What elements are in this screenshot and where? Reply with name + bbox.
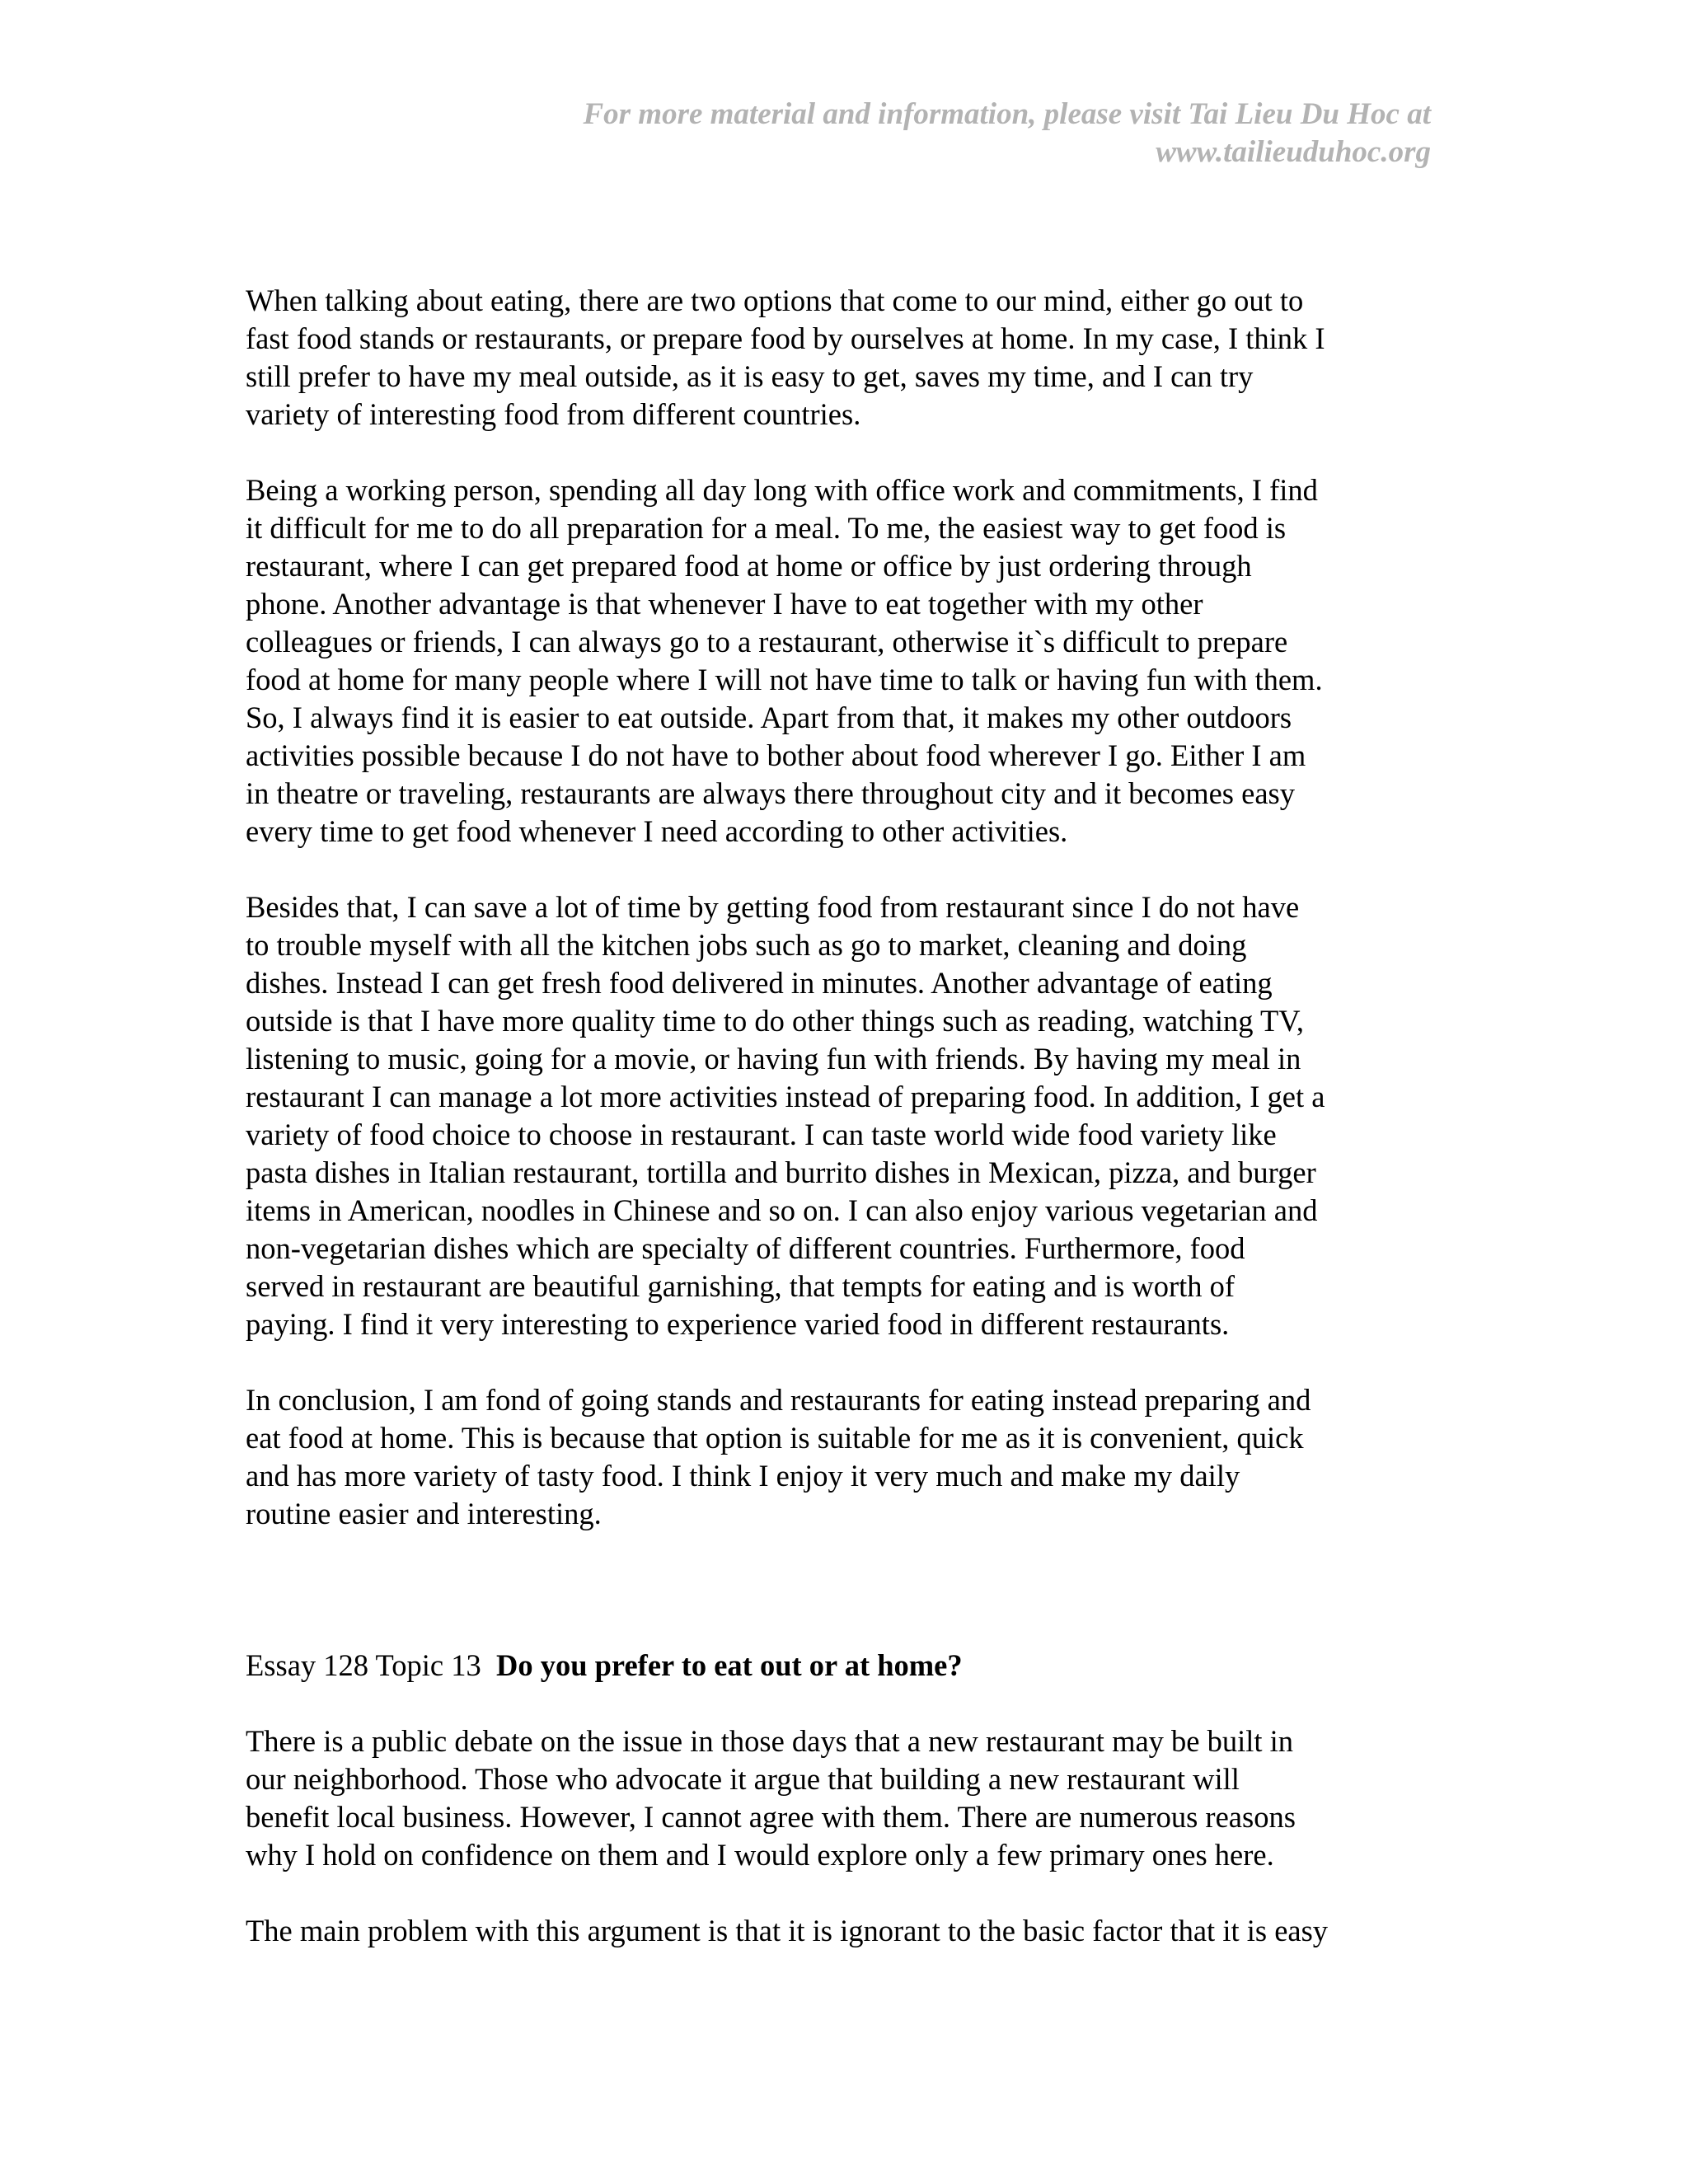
- paragraph-3: [246, 888, 1441, 1343]
- essay-label: Essay 128 Topic 13: [246, 1648, 481, 1682]
- text-line: variety of interesting food from different countries.: [246, 397, 861, 431]
- document-body: [246, 282, 1441, 1988]
- text-line: non-vegetarian dishes which are specialty of different countries. Furthermore, food: [246, 1231, 1245, 1265]
- text-line: food at home for many people where I will not have time to talk or having fun with them.: [246, 663, 1323, 696]
- text-line: activities possible because I do not have to bother about food wherever I go. Either I am: [246, 738, 1306, 772]
- text-line: So, I always find it is easier to eat outside. Apart from that, it makes my other outdoors: [246, 701, 1292, 734]
- text-line: colleagues or friends, I can always go to a restaurant, otherwise it`s difficult to prepare: [246, 625, 1288, 658]
- text-line: it difficult for me to do all preparation for a meal. To me, the easiest way to get food is: [246, 511, 1287, 545]
- text-line: outside is that I have more quality time to do other things such as reading, watching TV,: [246, 1004, 1305, 1038]
- essay-question: Do you prefer to eat out or at home?: [495, 1648, 963, 1682]
- text-line: why I hold on confidence on them and I would explore only a few primary ones here.: [246, 1838, 1274, 1872]
- text-line: routine easier and interesting.: [246, 1497, 602, 1530]
- text-line: pasta dishes in Italian restaurant, tortilla and burrito dishes in Mexican, pizza, and burger: [246, 1155, 1316, 1189]
- text-line: items in American, noodles in Chinese and so on. I can also enjoy various vegetarian and: [246, 1193, 1318, 1227]
- text-line: in theatre or traveling, restaurants are always there throughout city and it becomes easy: [246, 776, 1295, 810]
- text-line: variety of food choice to choose in restaurant. I can taste world wide food variety like: [246, 1118, 1277, 1151]
- text-line: When talking about eating, there are two options that come to our mind, either go out to: [246, 284, 1304, 317]
- text-line: fast food stands or restaurants, or prepare food by ourselves at home. In my case, I think I: [246, 321, 1325, 355]
- paragraph-2: [246, 471, 1441, 851]
- text-line: listening to music, going for a movie, or having fun with friends. By having my meal in: [246, 1042, 1301, 1076]
- text-line: dishes. Instead I can get fresh food delivered in minutes. Another advantage of eating: [246, 966, 1273, 1000]
- page-header: [359, 96, 1431, 171]
- paragraph-1: [246, 282, 1441, 434]
- text-line: Besides that, I can save a lot of time by getting food from restaurant since I do not have: [246, 890, 1300, 924]
- text-line: paying. I find it very interesting to experience varied food in different restaurants.: [246, 1307, 1230, 1341]
- paragraph-6: [246, 1912, 1441, 1950]
- text-line: our neighborhood. Those who advocate it argue that building a new restaurant will: [246, 1762, 1240, 1796]
- header-line-1: For more material and information, please visit Tai Lieu Du Hoc at: [583, 97, 1431, 131]
- text-line: benefit local business. However, I cannot agree with them. There are numerous reasons: [246, 1800, 1296, 1834]
- text-line: to trouble myself with all the kitchen jobs such as go to market, cleaning and doing: [246, 928, 1247, 962]
- text-line: There is a public debate on the issue in those days that a new restaurant may be built in: [246, 1724, 1294, 1758]
- text-line: phone. Another advantage is that whenever I have to eat together with my other: [246, 587, 1203, 621]
- essay-heading: [246, 1647, 1441, 1685]
- text-line: eat food at home. This is because that option is suitable for me as it is convenient, quick: [246, 1421, 1304, 1455]
- header-line-2: www.tailieuduhoc.org: [1156, 135, 1431, 169]
- text-line: and has more variety of tasty food. I think I enjoy it very much and make my daily: [246, 1459, 1240, 1493]
- text-line: The main problem with this argument is that it is ignorant to the basic factor that it is easy: [246, 1914, 1329, 1947]
- text-line: Being a working person, spending all day long with office work and commitments, I find: [246, 473, 1318, 507]
- text-line: served in restaurant are beautiful garnishing, that tempts for eating and is worth of: [246, 1269, 1236, 1303]
- text-line: every time to get food whenever I need according to other activities.: [246, 814, 1068, 848]
- paragraph-5: [246, 1722, 1441, 1874]
- paragraph-4: [246, 1381, 1441, 1533]
- text-line: restaurant I can manage a lot more activities instead of preparing food. In addition, I get a: [246, 1080, 1325, 1113]
- text-line: In conclusion, I am fond of going stands and restaurants for eating instead preparing and: [246, 1383, 1311, 1417]
- text-line: restaurant, where I can get prepared food at home or office by just ordering through: [246, 549, 1252, 583]
- text-line: still prefer to have my meal outside, as it is easy to get, saves my time, and I can try: [246, 359, 1254, 393]
